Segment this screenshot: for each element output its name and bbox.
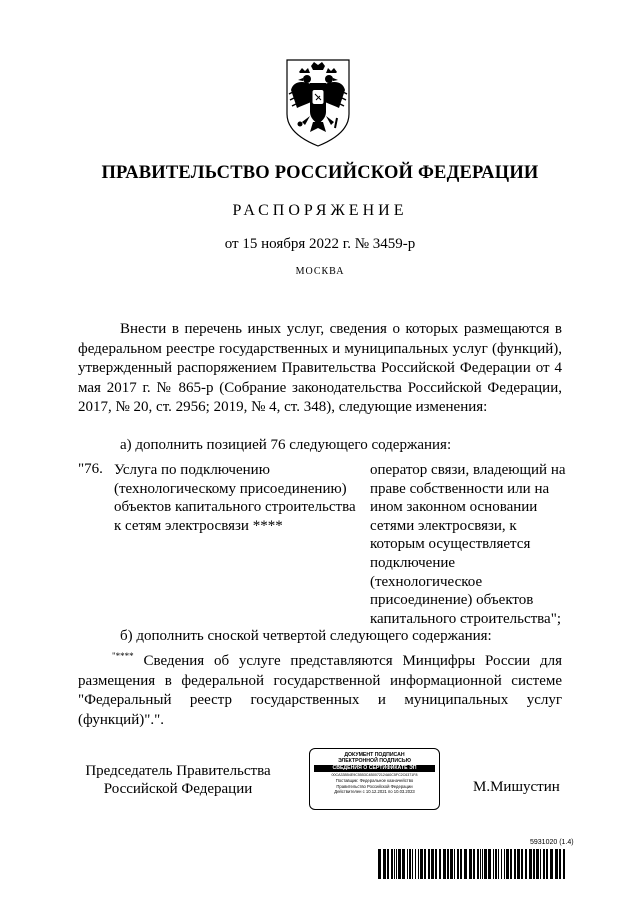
document-type: РАСПОРЯЖЕНИЕ	[232, 202, 408, 219]
stamp-certificate-header: СВЕДЕНИЯ О СЕРТИФИКАТЕ ЭП	[314, 765, 435, 772]
stamp-owner: Правительство Российской Федерации	[336, 783, 413, 789]
document-date-number: от 15 ноября 2022 г. № 3459-р	[224, 236, 416, 252]
document-city: МОСКВА	[295, 266, 345, 277]
coat-of-arms-emblem	[281, 56, 355, 148]
government-title: ПРАВИТЕЛЬСТВО РОССИЙСКОЙ ФЕДЕРАЦИИ	[101, 163, 539, 183]
stamp-line-2: ЭЛЕКТРОННОЙ ПОДПИСЬЮ	[338, 758, 411, 764]
electronic-signature-stamp	[309, 748, 440, 810]
paragraph-intro: Внести в перечень иных услуг, сведения о которых размещаются в федеральном реестре государственных и муниципальных услуг (функций), утвержденный распоряжением Правительства Российской Федерации от 4 мая 2017 г. № 865-р (Собрание законодательства Российской Федерации, 2017, № 20, ст. 2956; 2019, № 4, ст. 348), следующие изменения:	[78, 321, 562, 416]
document-code: 5931020 (1.4)	[530, 839, 574, 846]
item-a: а) дополнить позицией 76 следующего содержания:	[120, 437, 452, 453]
stamp-line-1: ДОКУМЕНТ ПОДПИСАН	[344, 752, 405, 758]
stamp-certificate-id: 00CA33B54E9C5553C4B0072124A0C5FC2C6371F8	[331, 773, 418, 777]
item-b: б) дополнить сноской четвертой следующего содержания:	[120, 628, 492, 644]
signatory-position: Председатель Правительства Российской Федерации	[85, 763, 271, 797]
signatory-name: М.Мишустин	[473, 779, 560, 795]
entry-provider: оператор связи, владеющий на праве собственности или на ином законном основании сетями электросвязи, к которым осуществляется подключение (технологическое присоединение) объектов капитального строительства";	[370, 462, 566, 627]
stamp-issuer: Поставщик: Федеральное казначейство	[335, 778, 414, 783]
stamp-validity: Действителен с 10.12.2021 по 10.03.2023	[334, 789, 415, 794]
footnote-marker: "****	[112, 651, 134, 661]
entry-number: "76.	[78, 461, 103, 477]
footnote-paragraph	[78, 647, 562, 730]
entry-service: Услуга по подключению (технологическому присоединению) объектов капитального строительства к сетям электросвязи ****	[114, 462, 356, 534]
footnote-text: Сведения об услуге представляются Минцифры России для размещения в федеральной государственной информационной системе "Федеральный реестр государственных и муниципальных услуг (функций)".".	[78, 653, 562, 728]
barcode	[378, 849, 566, 879]
